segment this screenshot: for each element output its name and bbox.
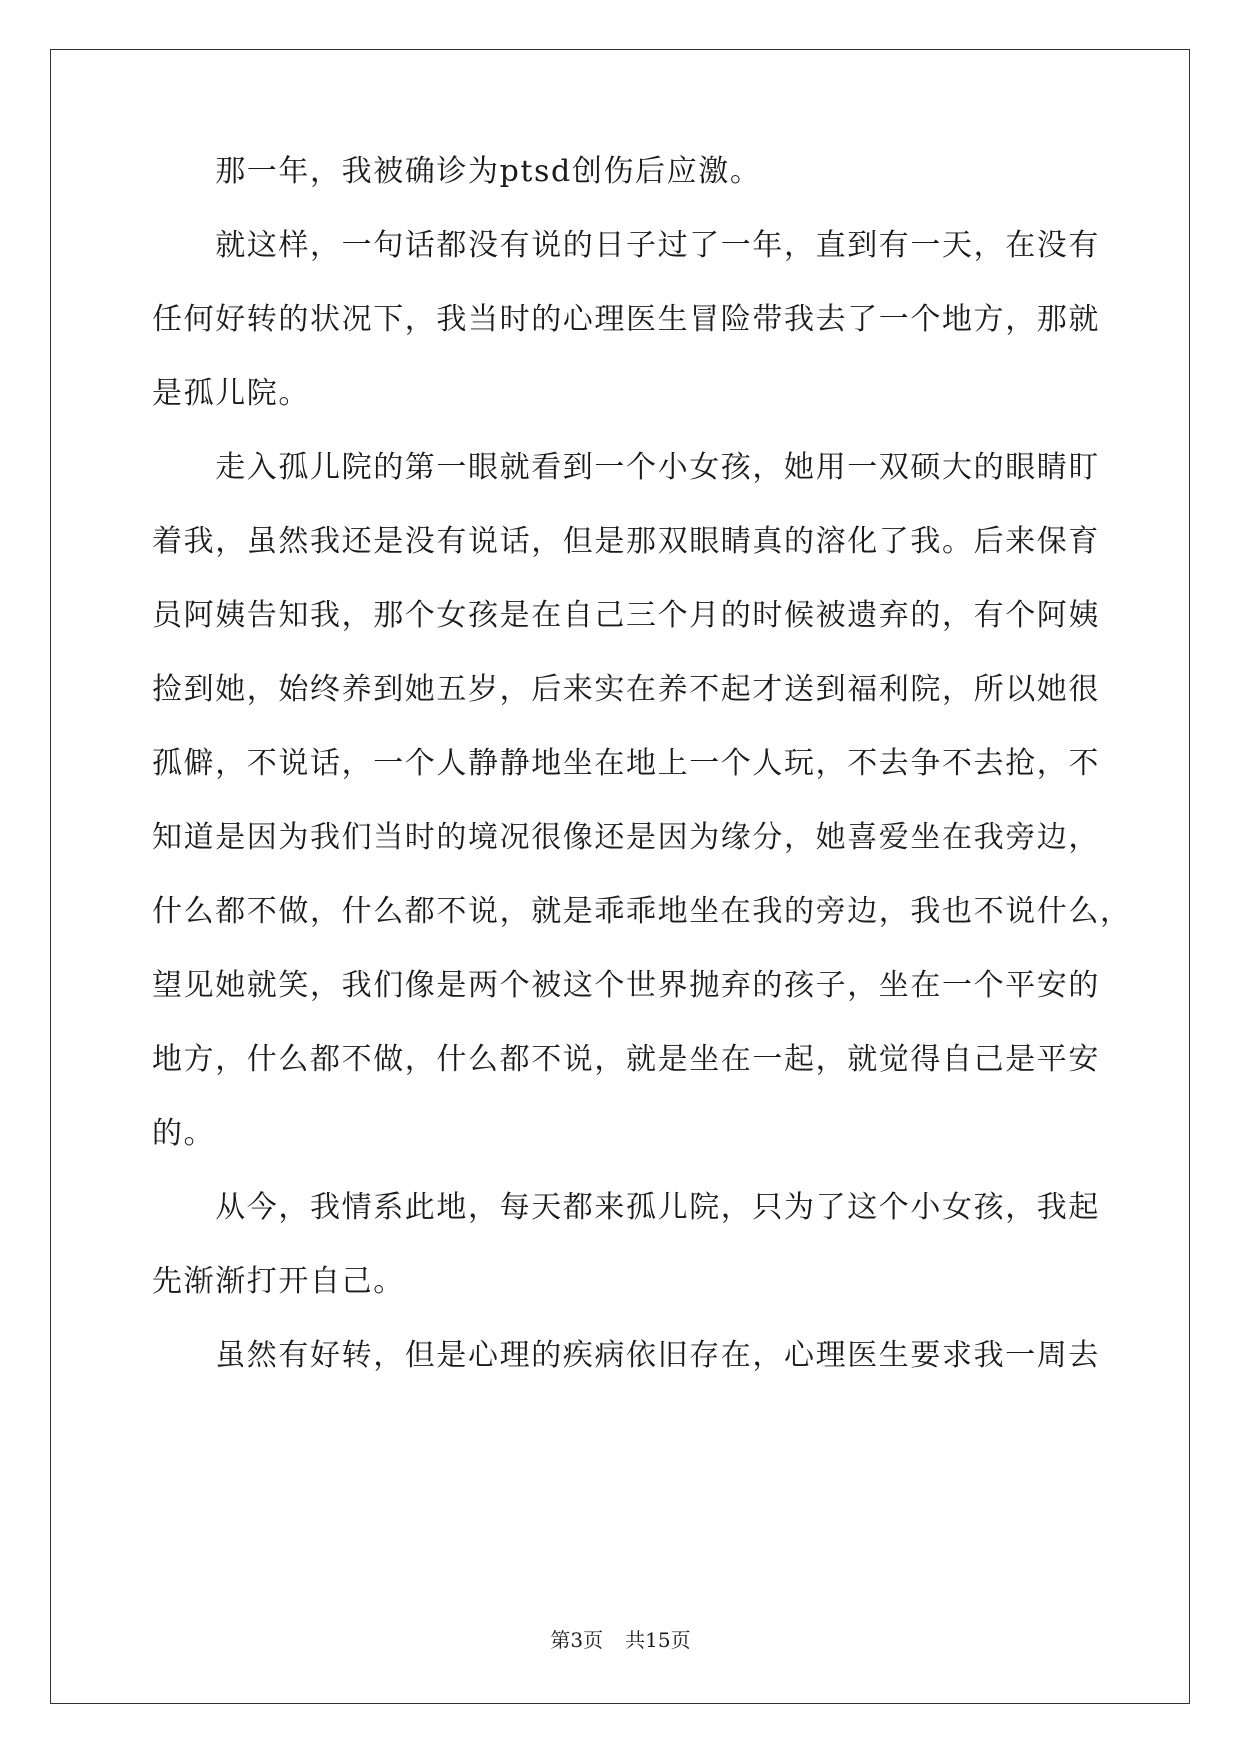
page-footer <box>0 1627 1241 1653</box>
text-line: 虽然有好转，但是心理的疾病依旧存在，心理医生要求我一周去 <box>152 1338 1100 1373</box>
text-line: 走入孤儿院的第一眼就看到一个小女孩，她用一双硕大的眼睛盯 <box>152 450 1100 485</box>
text-line: 是孤儿院。 <box>152 376 310 411</box>
text-line: 望见她就笑，我们像是两个被这个世界抛弃的孩子，坐在一个平安的 <box>152 968 1100 1003</box>
text-line: 捡到她，始终养到她五岁，后来实在养不起才送到福利院，所以她很 <box>152 672 1100 707</box>
page-total: 共15页 <box>625 1628 691 1652</box>
text-line: 就这样，一句话都没有说的日子过了一年，直到有一天，在没有 <box>152 228 1100 263</box>
text-line: 任何好转的状况下，我当时的心理医生冒险带我去了一个地方，那就 <box>152 302 1100 337</box>
text-line: 的。 <box>152 1116 216 1151</box>
text-line: 孤僻，不说话，一个人静静地坐在地上一个人玩，不去争不去抢，不 <box>152 746 1100 781</box>
text-line: 知道是因为我们当时的境况很像还是因为缘分，她喜爱坐在我旁边， <box>152 820 1100 855</box>
page-number: 第3页 <box>550 1628 604 1652</box>
text-line: 从今，我情系此地，每天都来孤儿院，只为了这个小女孩，我起 <box>152 1190 1100 1225</box>
text-line: 先渐渐打开自己。 <box>152 1264 405 1299</box>
text-line: 着我，虽然我还是没有说话，但是那双眼睛真的溶化了我。后来保育 <box>152 524 1100 559</box>
page-border <box>50 49 1190 1704</box>
text-line: 那一年，我被确诊为ptsd创伤后应激。 <box>152 154 762 189</box>
text-line: 地方，什么都不做，什么都不说，就是坐在一起，就觉得自己是平安 <box>152 1042 1100 1077</box>
text-line: 员阿姨告知我，那个女孩是在自己三个月的时候被遗弃的，有个阿姨 <box>152 598 1100 633</box>
text-line: 什么都不做，什么都不说，就是乖乖地坐在我的旁边，我也不说什么， <box>152 894 1132 929</box>
